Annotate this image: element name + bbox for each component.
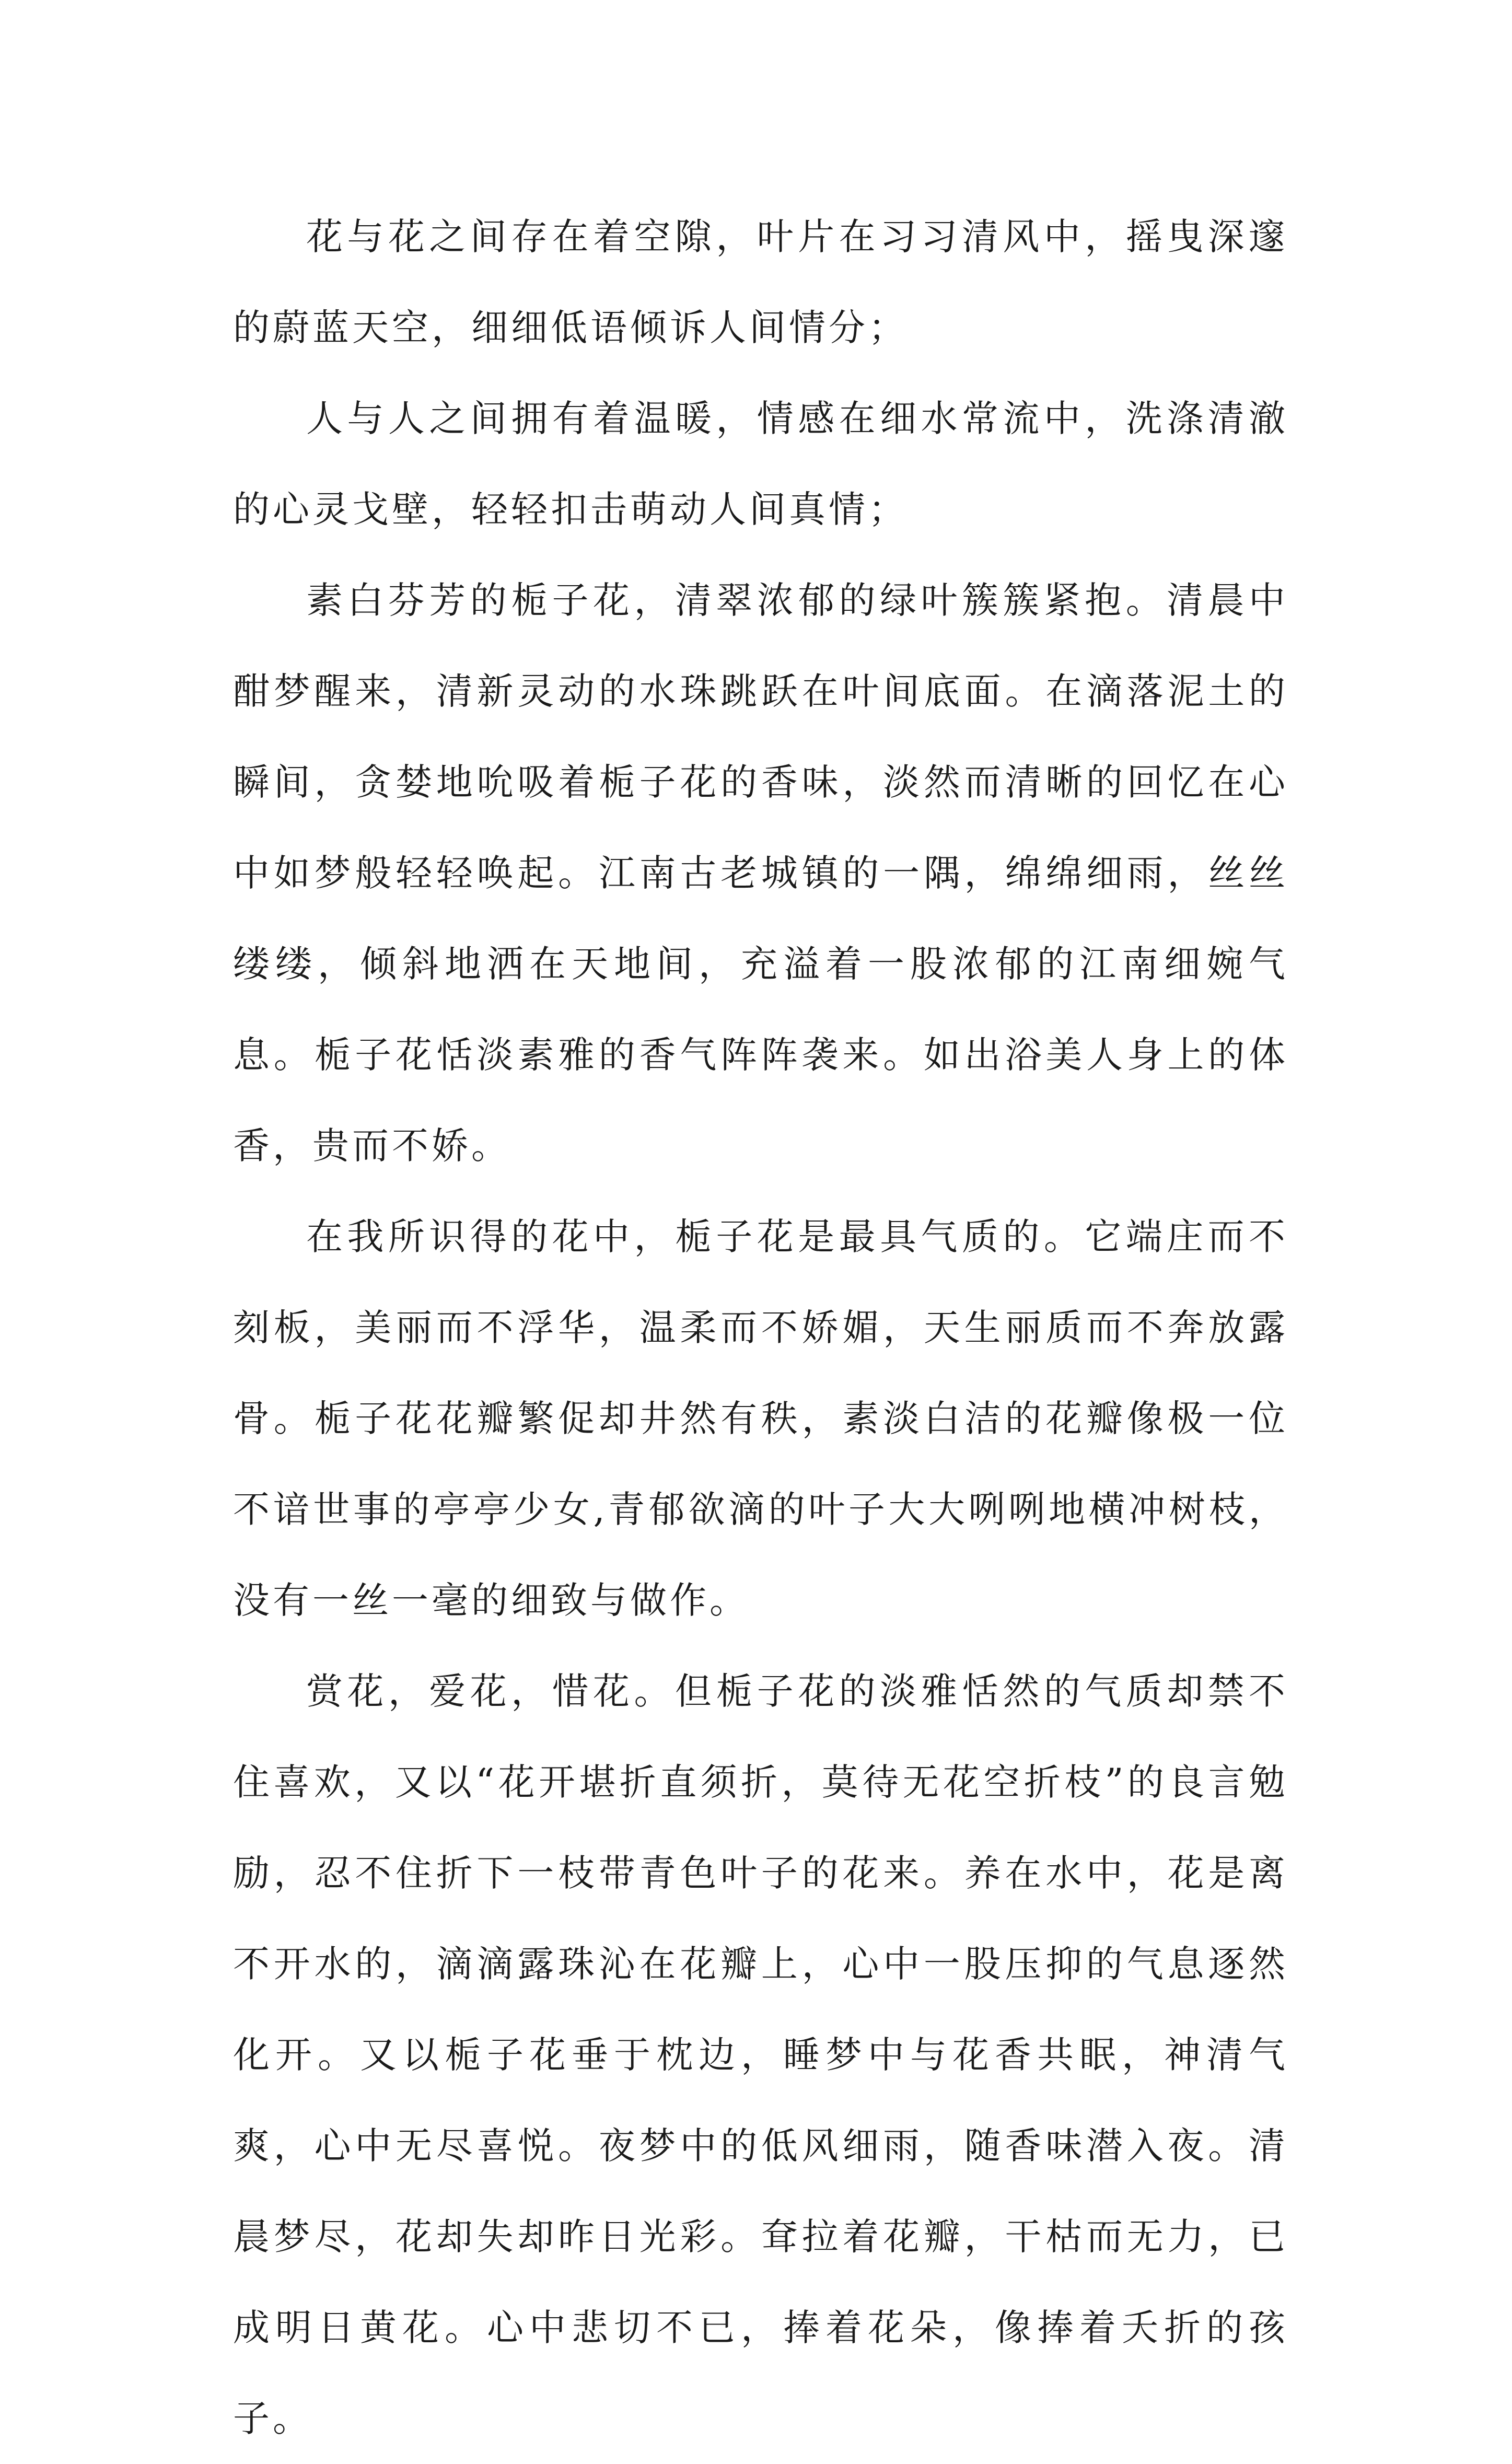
paragraph-1: 花与花之间存在着空隙，叶片在习习清风中，摇曳深邃的蔚蓝天空，细细低语倾诉人间情分； xyxy=(233,215,1288,349)
body-text xyxy=(233,191,1288,2464)
paragraph-3: 素白芬芳的栀子花，清翠浓郁的绿叶簇簇紧抱。清晨中酣梦醒来，清新灵动的水珠跳跃在叶间底面。在滴落泥土的瞬间，贪婪地吮吸着栀子花的香味，淡然而清晰的回忆在心中如梦般轻轻唤起。江南古老城镇的一隅，绵绵细雨，丝丝缕缕，倾斜地洒在天地间，充溢着一股浓郁的江南细婉气息。栀子花恬淡素雅的香气阵阵袭来。如出浴美人身上的体香，贵而不娇。 xyxy=(233,579,1288,1167)
paragraph-2: 人与人之间拥有着温暖，情感在细水常流中，洗涤清澈的心灵戈壁，轻轻扣击萌动人间真情； xyxy=(233,397,1288,531)
paragraph-5: 赏花，爱花，惜花。但栀子花的淡雅恬然的气质却禁不住喜欢，又以“花开堪折直须折，莫待无花空折枝”的良言勉励，忍不住折下一枝带青色叶子的花来。养在水中，花是离不开水的，滴滴露珠沁在花瓣上，心中一股压抑的气息逐然化开。又以栀子花垂于枕边，睡梦中与花香共眠，神清气爽，心中无尽喜悦。夜梦中的低风细雨，随香味潜入夜。清晨梦尽，花却失却昨日光彩。耷拉着花瓣，干枯而无力，已成明日黄花。心中悲切不已，捧着花朵，像捧着夭折的孩子。 xyxy=(233,1670,1288,2440)
paragraph-4: 在我所识得的花中，栀子花是最具气质的。它端庄而不刻板，美丽而不浮华，温柔而不娇媚，天生丽质而不奔放露骨。栀子花花瓣繁促却井然有秩，素淡白洁的花瓣像极一位不谙世事的亭亭少女,青郁欲滴的叶子大大咧咧地横冲树枝，没有一丝一毫的细致与做作。 xyxy=(233,1215,1288,1622)
